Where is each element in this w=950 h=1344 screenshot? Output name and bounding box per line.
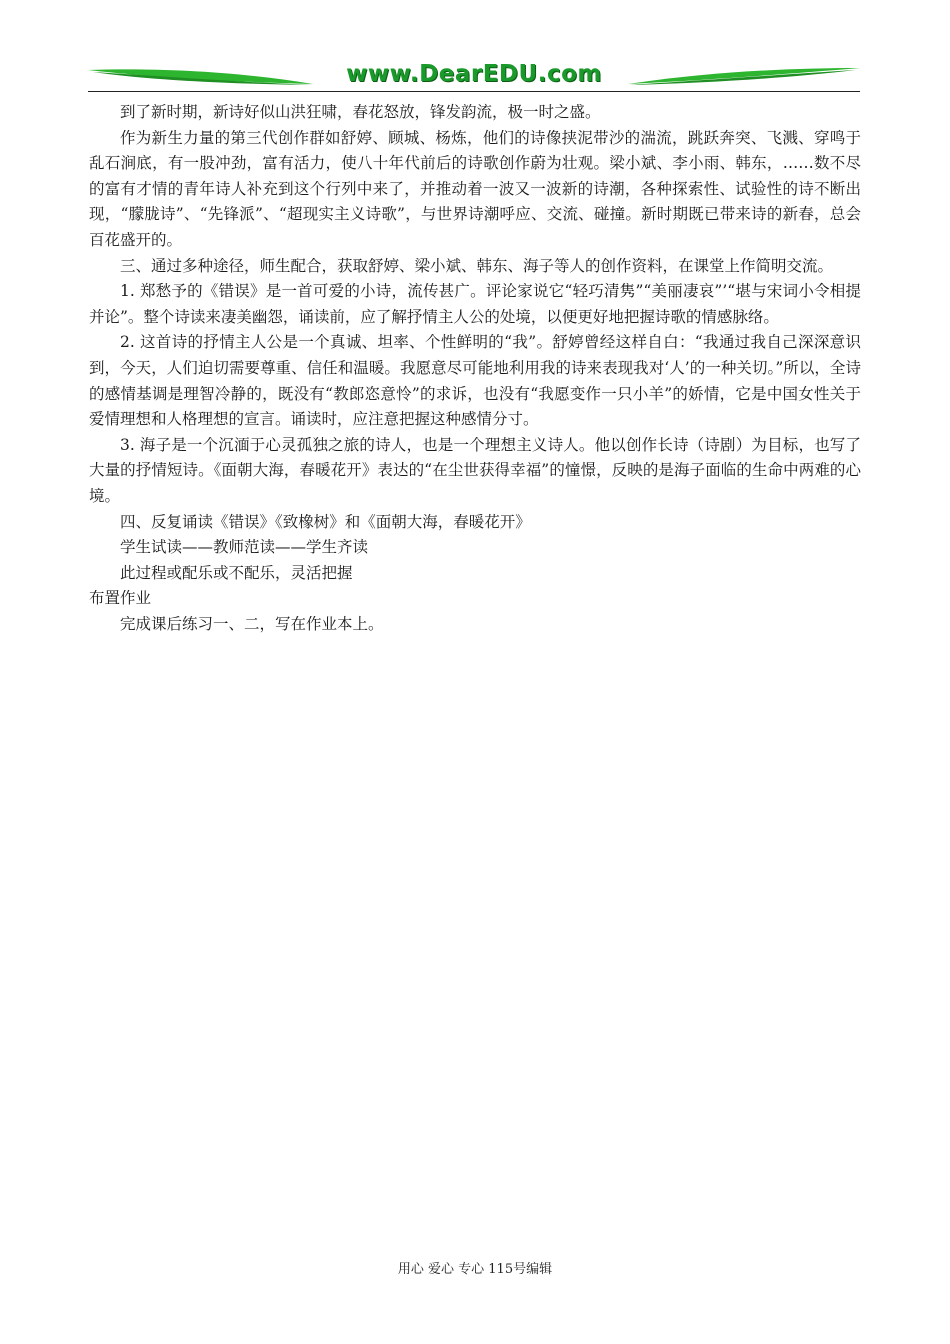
paragraph: 3. 海子是一个沉湎于心灵孤独之旅的诗人，也是一个理想主义诗人。他以创作长诗（诗剧）为目标，也写了大量的抒情短诗。《面朝大海，春暖花开》表达的“在尘世获得幸福”的憧憬，反映的是海子面临的生命中两难的心境。: [89, 435, 861, 505]
paragraph: 2. 这首诗的抒情主人公是一个真诚、坦率、个性鲜明的“我”。舒婷曾经这样自白：“我通过我自己深深意识到，今天，人们迫切需要尊重、信任和温暖。我愿意尽可能地利用我的诗来表现我对‘人’的一种关切。”所以，全诗的感情基调是理智冷静的，既没有“教郎恣意怜”的求诉，也没有“我愿变作一只小羊”的娇情，它是中国女性关于爱情理想和人格理想的宣言。诵读时，应注意把握这种感情分寸。: [89, 333, 861, 429]
header-divider: [88, 91, 860, 92]
homework-paragraph: 完成课后练习一、二，写在作业本上。: [120, 614, 384, 633]
paragraph: 四、反复诵读《错误》《致橡树》和《面朝大海，春暖花开》: [120, 512, 531, 531]
paragraph: 作为新生力量的第三代创作群如舒婷、顾城、杨炼，他们的诗像挟泥带沙的湍流，跳跃奔突、飞溅、穿鸣于乱石涧底，有一股冲劲，富有活力，使八十年代前后的诗歌创作蔚为壮观。梁小斌、李小雨、韩东，……数不尽的富有才情的青年诗人补充到这个行列中来了，并推动着一波又一波新的诗潮，各种探索性、试验性的诗不断出现，“朦胧诗”、“先锋派”、“超现实主义诗歌”，与世界诗潮呼应、交流、碰撞。新时期既已带来诗的新春，总会百花盛开的。: [89, 128, 861, 249]
document-body: [89, 100, 861, 637]
paragraph: 到了新时期，新诗好似山洪狂啸，春花怒放，锋发韵流，极一时之盛。: [120, 103, 601, 121]
page-footer: 用心 爱心 专心 115号编辑: [397, 1262, 553, 1277]
paragraph: 学生试读——教师范读——学生齐读: [120, 538, 369, 557]
paragraph: 此过程或配乐或不配乐，灵活把握: [120, 563, 353, 582]
site-logo[interactable]: www.DearEDU.com: [346, 61, 602, 87]
section-heading: 布置作业: [89, 589, 152, 608]
page-header: [88, 58, 860, 98]
paragraph: 三、通过多种途径，师生配合，获取舒婷、梁小斌、韩东、海子等人的创作资料，在课堂上作简明交流。: [120, 256, 834, 275]
paragraph: 1. 郑愁予的《错误》是一首可爱的小诗，流传甚广。评论家说它“轻巧清隽”“美丽凄哀”’“堪与宋词小令相提并论”。整个诗读来凄美幽怨，诵读前，应了解抒情主人公的处境，以便更好地把握诗歌的情感脉络。: [89, 282, 861, 326]
